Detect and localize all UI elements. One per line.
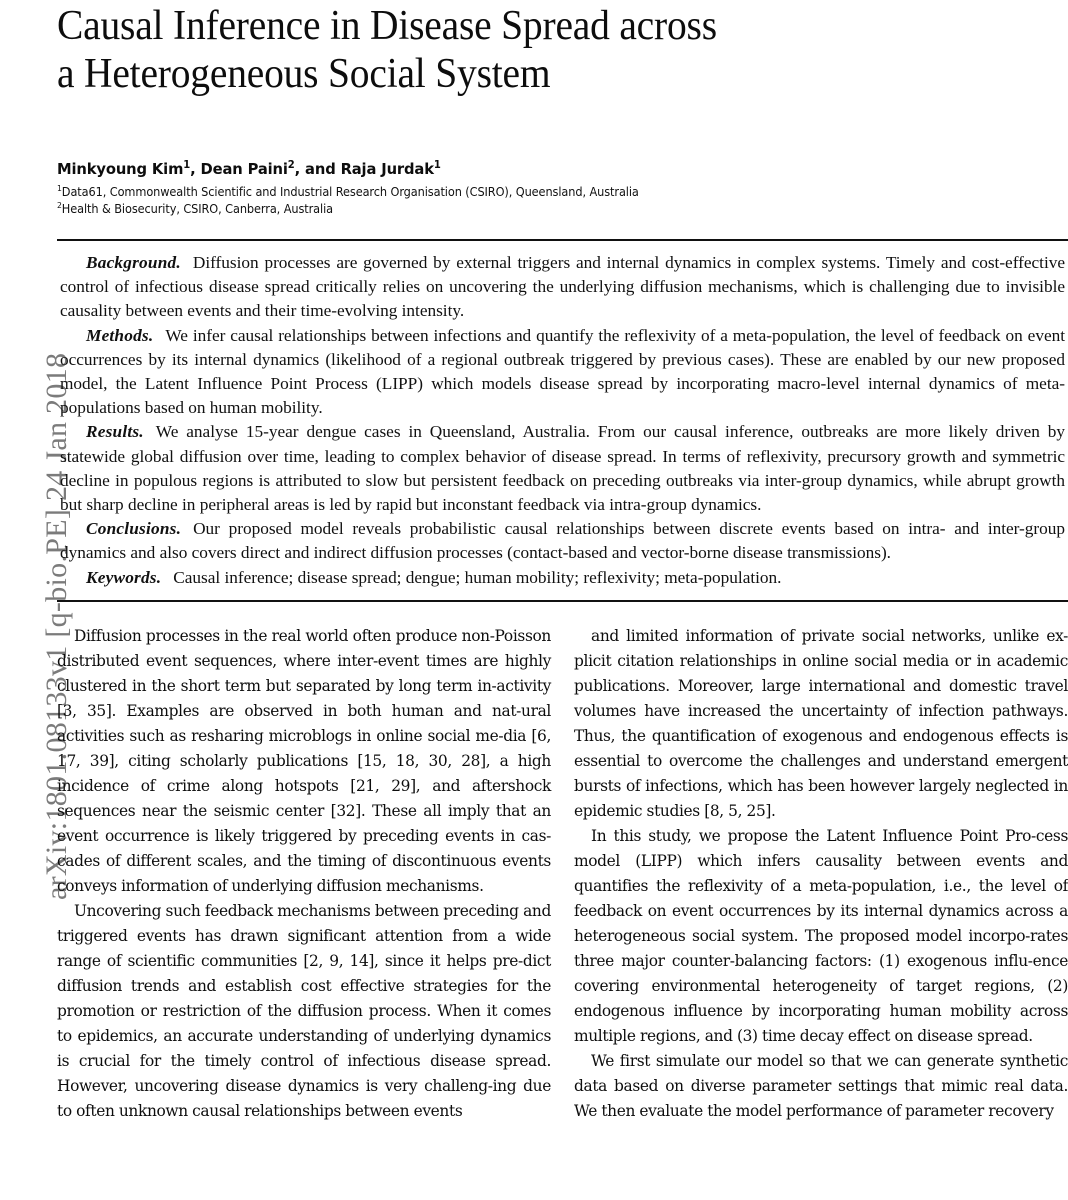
abstract-block	[57, 251, 1068, 590]
arxiv-identifier-stamp	[0, 0, 73, 1200]
body-paragraph: Diffusion processes in the real world often produce non-Poisson distributed event sequences, where inter-event times are highly clustered in the short term but separated by long term in-activity [3, 35]. Examples are observed in both human and nat-ural activities such as resharing microblogs in online social me-dia [6, 17, 39], citing scholarly publications [15, 18, 30, 28], a high incidence of crime along hotspots [21, 29], and aftershock sequences near the seismic center [32]. These all imply that an event occurrence is likely triggered by preceding events in cas-cades of different scales, and the timing of discontinuous events conveys information of underlying diffusion mechanisms.	[57, 626, 551, 895]
abstract-top-divider	[57, 239, 1068, 241]
affiliation-marker-2: 2	[57, 199, 62, 210]
author-affil-marker-3: 1	[433, 158, 441, 171]
body-paragraph: Uncovering such feedback mechanisms between preceding and triggered events has drawn significant attention from a wide range of scientific communities [2, 9, 14], since it helps pre-dict diffusion trends and establish cost effective strategies for the promotion or restriction of the diffusion process. When it comes to epidemics, an accurate understanding of underlying dynamics is crucial for the timely control of infectious disease spread. However, uncovering disease dynamics is very challeng-ing due to often unknown causal relationships between events	[57, 901, 551, 1120]
author-affil-marker-1: 1	[183, 158, 191, 171]
author-name-1: Minkyoung Kim	[57, 160, 184, 178]
abstract-text-conclusions: Our proposed model reveals probabilistic causal relationships between discrete events based on intra- and inter-group dynamics and also covers direct and indirect diffusion processes (contact-based and vector-borne disease transmissions).	[60, 519, 1065, 563]
abstract-paragraph-background	[60, 251, 1065, 324]
author-affil-marker-2: 2	[287, 158, 295, 171]
abstract-heading-conclusions: Conclusions.	[86, 519, 182, 539]
page-title-line-1: Causal Inference in Disease Spread across	[57, 3, 717, 49]
abstract-heading-background: Background.	[86, 253, 181, 272]
title-block	[57, 0, 1068, 98]
abstract-heading-results: Results.	[86, 422, 144, 442]
affiliation-1	[57, 182, 997, 199]
paper-page	[57, 0, 1068, 1200]
body-left-column	[57, 624, 551, 1124]
body-paragraph: and limited information of private social networks, unlike ex-plicit citation relationships in online social media or in academic publications. Moreover, large international and domestic travel volumes have increased the uncertainty of infection pathways. Thus, the quantification of exogenous and endogenous effects is essential to overcome the challenges and understand emergent bursts of infections, which has been however largely neglected in epidemic studies [8, 5, 25].	[574, 626, 1068, 820]
page-title-line-2: a Heterogeneous Social System	[57, 51, 551, 97]
arxiv-stamp-text: arXiv:1801.08133v1 [q-bio.PE] 24 Jan 2018	[40, 352, 73, 900]
abstract-paragraph-results	[60, 420, 1065, 517]
abstract-heading-methods: Methods.	[86, 325, 154, 345]
abstract-text-results: We analyse 15-year dengue cases in Queensland, Australia. From our causal inference, outbreaks are more likely driven by statewide global diffusion over time, leading to complex behavior of disease spread. In terms of reflexivity, precursory growth and symmetric decline in populous regions is attributed to slow but persistent feedback on preceding outbreaks via inter-group dynamics, while abrupt growth but sharp decline in peripheral areas is led by rapid but inconstant feedback via intra-group dynamics.	[60, 422, 1065, 515]
author-name-3: , and Raja Jurdak	[294, 160, 434, 178]
body-right-column	[574, 624, 1068, 1124]
authors-block	[57, 160, 1068, 216]
abstract-paragraph-methods	[60, 324, 1065, 421]
abstract-paragraph-conclusions	[60, 517, 1065, 565]
affiliation-1-text: Data61, Commonwealth Scientific and Industrial Research Organisation (CSIRO), Queensland, Australia	[61, 185, 639, 199]
abstract-text-background: Diffusion processes are governed by external triggers and internal dynamics in complex systems. Timely and cost-effective control of infectious disease spread critically relies on uncovering the underlying diffusion mechanisms, which is challenging due to invisible causality between events and their time-evolving intensity.	[60, 253, 1065, 321]
affiliation-2	[57, 199, 997, 216]
abstract-paragraph-keywords	[60, 566, 1065, 590]
abstract-text-methods: We infer causal relationships between infections and quantify the reflexivity of a meta-population, the level of feedback on event occurrences by its internal dynamics (likelihood of a regional outbreak triggered by previous cases). These are enabled by our new proposed model, the Latent Influence Point Process (LIPP) which models disease spread by incorporating macro-level internal dynamics of meta-populations based on human mobility.	[60, 325, 1065, 418]
abstract-text-keywords: Causal inference; disease spread; dengue; human mobility; reflexivity; meta-population.	[173, 567, 782, 587]
body-two-column-layout	[57, 624, 1068, 1124]
body-paragraph: We first simulate our model so that we can generate synthetic data based on diverse parameter settings that mimic real data. We then evaluate the model performance of parameter recovery	[574, 1051, 1068, 1120]
body-paragraph: In this study, we propose the Latent Influence Point Pro-cess model (LIPP) which infers causality between events and quantifies the reflexivity of a meta-population, i.e., the level of feedback on event occurrences by its internal dynamics across a heterogeneous social system. The proposed model incorpo-rates three major counter-balancing factors: (1) exogenous influ-ence covering environmental heterogeneity of target regions, (2) endogenous influence by incorporating human mobility across multiple regions, and (3) time decay effect on disease spread.	[574, 826, 1068, 1045]
affiliation-2-text: Health & Biosecurity, CSIRO, Canberra, Australia	[61, 202, 334, 216]
author-list	[57, 160, 1017, 178]
author-name-2: , Dean Paini	[190, 160, 288, 178]
abstract-heading-keywords: Keywords.	[86, 567, 162, 587]
affiliation-marker-1: 1	[57, 182, 62, 193]
abstract-bottom-divider	[57, 600, 1068, 602]
